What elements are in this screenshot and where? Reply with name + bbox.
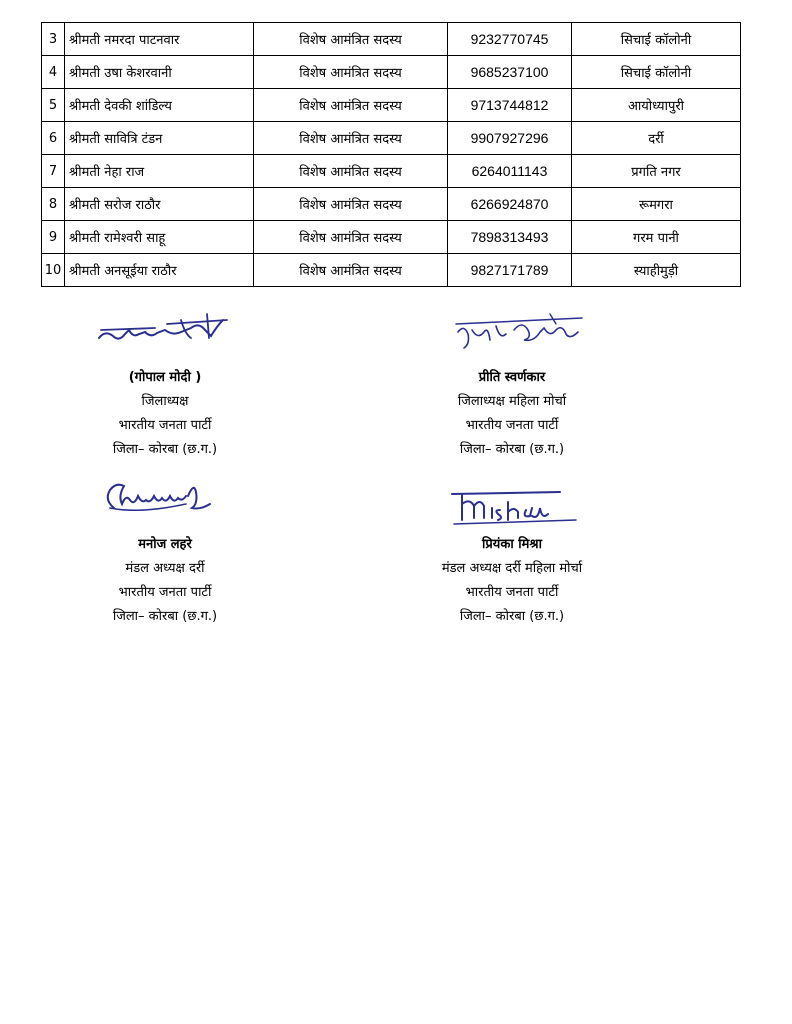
signatory-party: भारतीय जनता पार्टी — [118, 585, 212, 600]
table-row — [42, 254, 741, 287]
signatory-designation: मंडल अध्यक्ष दर्री — [125, 561, 205, 576]
area-cell: गरम पानी — [572, 221, 741, 254]
signatory-designation: जिलाध्यक्ष महिला मोर्चा — [457, 394, 567, 409]
serial-number-cell: 10 — [42, 254, 65, 287]
signatory-district: जिला– कोरबा (छ.ग.) — [112, 442, 218, 457]
serial-number-cell: 3 — [42, 23, 65, 56]
signatory-name: मनोज लहरे — [138, 537, 192, 552]
member-name-cell: श्रीमती अनसूईया राठौर — [65, 254, 254, 287]
signatory-district: जिला– कोरबा (छ.ग.) — [459, 609, 565, 624]
mobile-number-cell: 9232770745 — [448, 23, 572, 56]
manoj-lahre-signature — [100, 474, 220, 520]
member-role-cell: विशेष आमंत्रित सदस्य — [254, 155, 448, 188]
serial-number-cell: 9 — [42, 221, 65, 254]
signatory-district: जिला– कोरबा (छ.ग.) — [112, 609, 218, 624]
serial-number-cell: 8 — [42, 188, 65, 221]
mobile-number-cell: 6266924870 — [448, 188, 572, 221]
mobile-number-cell: 7898313493 — [448, 221, 572, 254]
member-name-cell: श्रीमती नमरदा पाटनवार — [65, 23, 254, 56]
member-role-cell: विशेष आमंत्रित सदस्य — [254, 254, 448, 287]
member-name-cell: श्रीमती सावित्रि टंडन — [65, 122, 254, 155]
priti-swarnkar-block — [362, 366, 662, 462]
area-cell: प्रगति नगर — [572, 155, 741, 188]
area-cell: रूमगरा — [572, 188, 741, 221]
priyanka-mishra-block — [362, 533, 662, 629]
serial-number-cell: 5 — [42, 89, 65, 122]
area-cell: दर्री — [572, 122, 741, 155]
member-name-cell: श्रीमती सरोज राठौर — [65, 188, 254, 221]
member-role-cell: विशेष आमंत्रित सदस्य — [254, 23, 448, 56]
manoj-lahre-block — [15, 533, 315, 629]
table-row — [42, 89, 741, 122]
mobile-number-cell: 6264011143 — [448, 155, 572, 188]
table-row — [42, 155, 741, 188]
member-name-cell: श्रीमती रामेश्वरी साहू — [65, 221, 254, 254]
area-cell: आयोध्यापुरी — [572, 89, 741, 122]
signatory-name: प्रियंका मिश्रा — [482, 537, 542, 552]
area-cell: सिचाई कॉलोनी — [572, 56, 741, 89]
table-row — [42, 122, 741, 155]
gopal-modi-block — [15, 366, 315, 462]
member-role-cell: विशेष आमंत्रित सदस्य — [254, 188, 448, 221]
table-row — [42, 56, 741, 89]
table-row — [42, 188, 741, 221]
member-role-cell: विशेष आमंत्रित सदस्य — [254, 89, 448, 122]
mobile-number-cell: 9685237100 — [448, 56, 572, 89]
signatory-party: भारतीय जनता पार्टी — [465, 585, 559, 600]
member-name-cell: श्रीमती नेहा राज — [65, 155, 254, 188]
signatory-name: (गोपाल मोदी ) — [128, 370, 202, 385]
signatory-party: भारतीय जनता पार्टी — [118, 418, 212, 433]
serial-number-cell: 7 — [42, 155, 65, 188]
area-cell: स्याहीमुड़ी — [572, 254, 741, 287]
signatory-name: प्रीति स्वर्णकार — [478, 370, 546, 385]
table-row — [42, 221, 741, 254]
area-cell: सिचाई कॉलोनी — [572, 23, 741, 56]
member-role-cell: विशेष आमंत्रित सदस्य — [254, 122, 448, 155]
mobile-number-cell: 9713744812 — [448, 89, 572, 122]
members-table — [41, 22, 741, 287]
member-role-cell: विशेष आमंत्रित सदस्य — [254, 56, 448, 89]
member-name-cell: श्रीमती देवकी शांडिल्य — [65, 89, 254, 122]
priti-swarnkar-signature — [450, 310, 590, 358]
member-role-cell: विशेष आमंत्रित सदस्य — [254, 221, 448, 254]
signatory-district: जिला– कोरबा (छ.ग.) — [459, 442, 565, 457]
table-row — [42, 23, 741, 56]
member-name-cell: श्रीमती उषा केशरवानी — [65, 56, 254, 89]
gopal-modi-signature — [95, 308, 235, 350]
signatory-designation: जिलाध्यक्ष — [141, 394, 189, 409]
serial-number-cell: 4 — [42, 56, 65, 89]
serial-number-cell: 6 — [42, 122, 65, 155]
signatory-party: भारतीय जनता पार्टी — [465, 418, 559, 433]
priyanka-mishra-signature — [448, 486, 588, 530]
signatory-designation: मंडल अध्यक्ष दर्री महिला मोर्चा — [441, 561, 583, 576]
members-table-body — [42, 23, 741, 287]
mobile-number-cell: 9827171789 — [448, 254, 572, 287]
mobile-number-cell: 9907927296 — [448, 122, 572, 155]
